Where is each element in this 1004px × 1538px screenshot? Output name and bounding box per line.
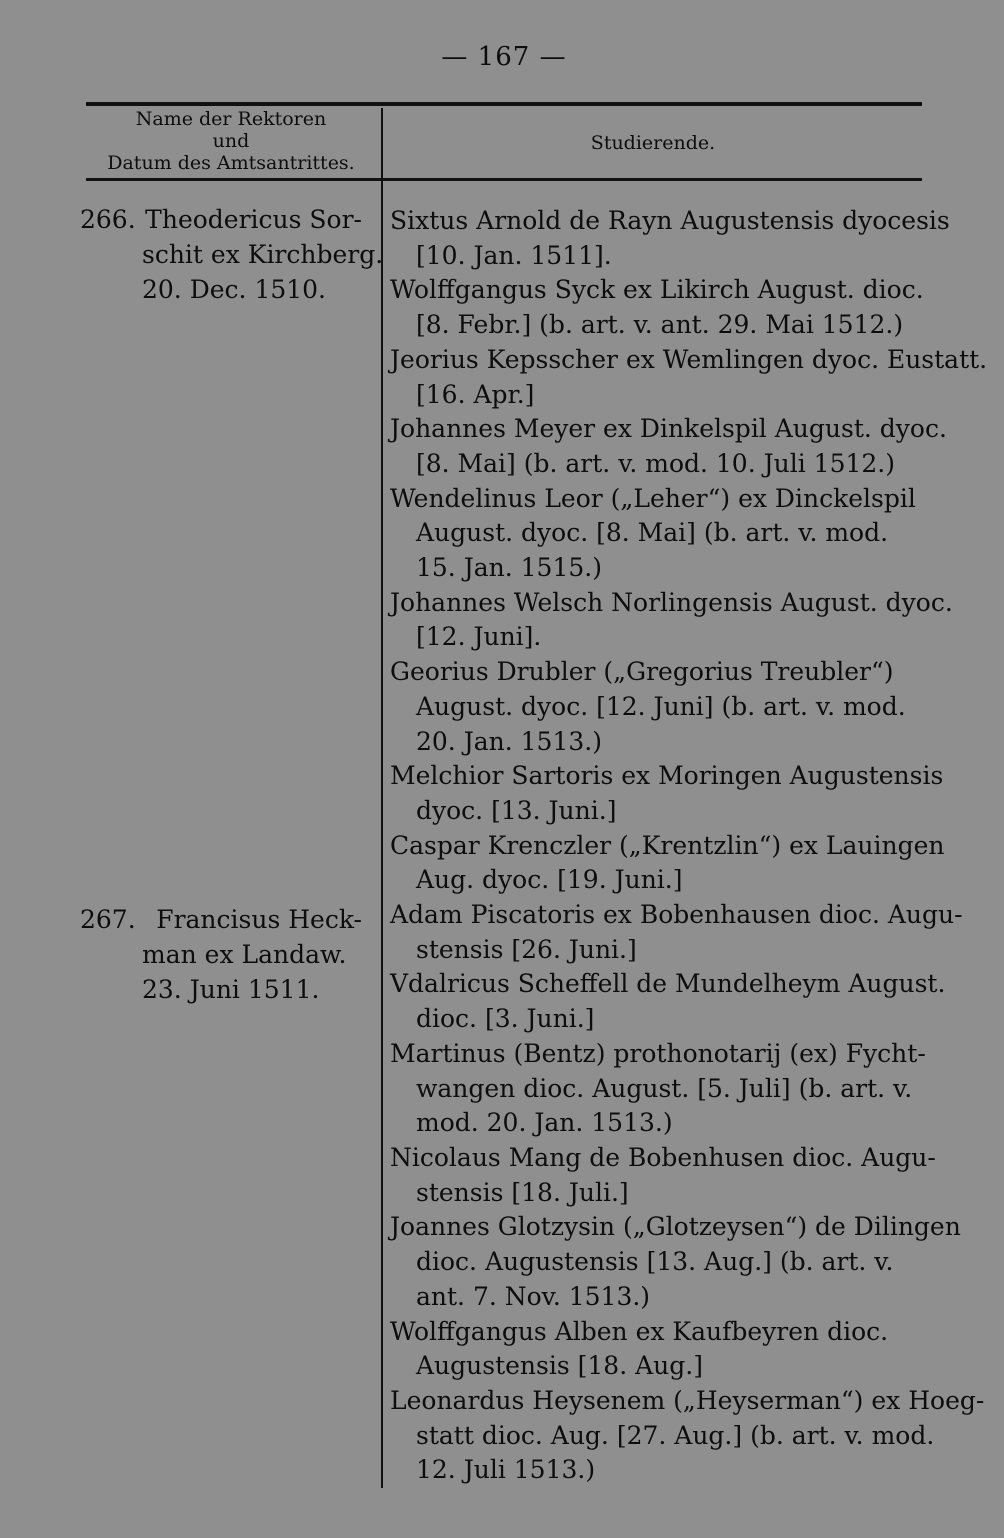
student-entry-continuation: dyoc. [13. Juni.] <box>416 795 617 825</box>
rector-date: 20. Dec. 1510. <box>142 275 327 304</box>
students-list <box>388 204 988 1488</box>
student-entry-continuation: stensis [18. Juli.] <box>416 1177 629 1207</box>
rector-entry <box>80 902 362 1007</box>
student-entry-line: Johannes Welsch Norlingensis August. dyoc. <box>390 587 953 617</box>
student-entry-continuation: [8. Febr.] (b. art. v. ant. 29. Mai 1512.) <box>416 310 904 340</box>
student-entry-continuation: Aug. dyoc. [19. Juni.] <box>416 865 683 895</box>
rector-name-line: schit ex Kirchberg. <box>142 240 384 269</box>
student-entry <box>388 1315 920 1384</box>
student-entry-continuation: 12. Juli 1513.) <box>416 1455 596 1485</box>
student-entry-continuation: August. dyoc. [8. Mai] (b. art. v. mod. <box>416 518 889 548</box>
header-rectors-line: Name der Rektoren <box>135 108 327 130</box>
student-entry-continuation: [8. Mai] (b. art. v. mod. 10. Juli 1512.) <box>416 448 895 478</box>
rector-date: 23. Juni 1511. <box>142 975 320 1004</box>
student-entry-continuation: Augustensis [18. Aug.] <box>416 1351 703 1381</box>
rector-first-line <box>80 902 362 937</box>
student-entry-continuation: stensis [26. Juni.] <box>416 934 637 964</box>
student-entry <box>388 482 920 586</box>
rector-number: 267. <box>80 905 136 934</box>
student-entry <box>388 1210 961 1314</box>
student-entry-line: Sixtus Arnold de Rayn Augustensis dyocesis <box>390 206 950 235</box>
student-entry-continuation: [16. Apr.] <box>416 379 535 409</box>
student-entry-line: Joannes Glotzysin („Glotzeysen“) de Dilingen <box>390 1212 961 1242</box>
student-entry-continuation: wangen dioc. August. [5. Juli] (b. art. v. <box>416 1073 913 1103</box>
student-entry-continuation: ant. 7. Nov. 1513.) <box>416 1281 651 1311</box>
rector-number: 266. <box>80 205 136 234</box>
table-top-rule <box>86 102 922 106</box>
student-entry-line: Johannes Meyer ex Dinkelspil August. dyoc. <box>390 414 947 444</box>
student-entry-continuation: dioc. Augustensis [13. Aug.] (b. art. v. <box>416 1247 894 1277</box>
student-entry <box>388 273 924 342</box>
student-entry-line: Adam Piscatoris ex Bobenhausen dioc. Augu- <box>390 900 963 930</box>
student-entry-continuation: 15. Jan. 1515.) <box>416 553 602 583</box>
student-entry <box>388 898 963 967</box>
student-entry-continuation: statt dioc. Aug. [27. Aug.] (b. art. v. mod. <box>416 1420 935 1450</box>
student-entry-continuation: [10. Jan. 1511]. <box>416 240 612 270</box>
student-entry-line: Caspar Krenczler („Krentzlin“) ex Lauingen <box>390 830 945 860</box>
column-divider <box>381 108 383 1488</box>
student-entry-line: Nicolaus Mang de Bobenhusen dioc. Augu- <box>390 1142 936 1172</box>
student-entry <box>388 967 946 1036</box>
page-number: — 167 — <box>441 42 567 72</box>
student-entry-line: Wolffgangus Syck ex Likirch August. dioc. <box>390 275 924 305</box>
student-entry-continuation: mod. 20. Jan. 1513.) <box>416 1108 673 1138</box>
student-entry-continuation: 20. Jan. 1513.) <box>416 726 602 756</box>
student-entry <box>388 343 988 412</box>
rector-name-line: man ex Landaw. <box>142 940 347 969</box>
student-entry-line: Martinus (Bentz) prothonotarij (ex) Fycht- <box>390 1038 926 1068</box>
student-entry-line: Wendelinus Leor („Leher“) ex Dinckelspil <box>390 483 916 513</box>
student-entry <box>388 655 920 759</box>
table-header-rule <box>86 178 922 181</box>
header-rectors-column <box>86 108 376 174</box>
student-entry <box>388 759 944 828</box>
header-students-column: Studierende. <box>590 132 716 154</box>
student-entry-line: Leonardus Heysenem („Heyserman“) ex Hoeg- <box>390 1385 985 1415</box>
student-entry <box>388 204 950 273</box>
student-entry <box>388 1141 936 1210</box>
rector-name-line: Theodericus Sor- <box>145 205 362 234</box>
student-entry-line: Vdalricus Scheffell de Mundelheym August. <box>390 969 946 999</box>
header-rectors-line: Datum des Amtsantrittes. <box>107 152 355 174</box>
student-entry-continuation: [12. Juni]. <box>416 622 542 652</box>
rector-first-line <box>80 202 362 237</box>
student-entry <box>388 829 945 898</box>
student-entry-continuation: dioc. [3. Juni.] <box>416 1004 595 1034</box>
student-entry <box>388 1037 926 1141</box>
student-entry <box>388 1384 985 1488</box>
header-rectors-line: und <box>212 130 250 152</box>
student-entry <box>388 586 953 655</box>
student-entry <box>388 412 947 481</box>
rector-name-line: Francisus Heck- <box>156 905 362 934</box>
student-entry-line: Wolffgangus Alben ex Kaufbeyren dioc. <box>390 1316 889 1346</box>
student-entry-line: Georius Drubler („Gregorius Treubler“) <box>390 657 894 687</box>
student-entry-line: Jeorius Kepsscher ex Wemlingen dyoc. Eustatt. <box>390 344 988 374</box>
student-entry-continuation: August. dyoc. [12. Juni] (b. art. v. mod. <box>416 691 906 721</box>
student-entry-line: Melchior Sartoris ex Moringen Augustensis <box>390 761 944 791</box>
rector-entry <box>80 202 384 307</box>
